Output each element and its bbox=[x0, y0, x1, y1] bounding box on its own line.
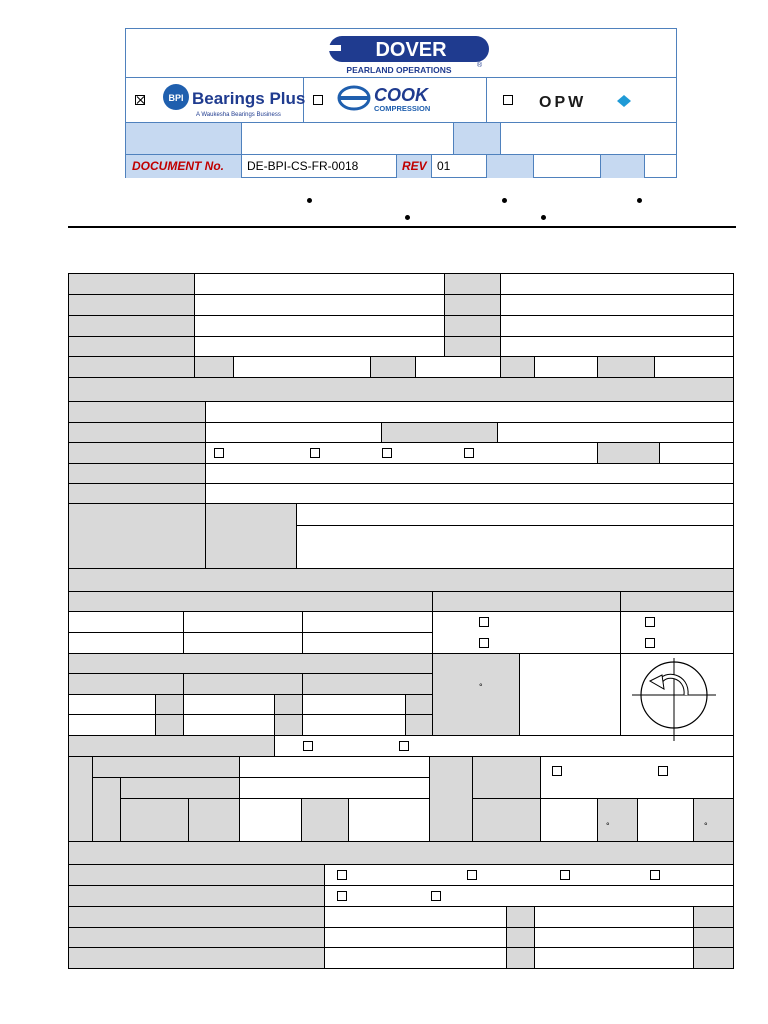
section-divider bbox=[68, 226, 736, 228]
field-label bbox=[444, 294, 501, 316]
rotation-diagram-cell bbox=[620, 653, 734, 736]
header-blank-cell-b bbox=[645, 155, 677, 178]
checkbox-option-group bbox=[324, 864, 734, 886]
cook-name: COOK bbox=[374, 85, 428, 105]
opw-checkbox[interactable] bbox=[503, 95, 513, 105]
option-checkbox[interactable] bbox=[214, 448, 224, 458]
option-checkbox[interactable] bbox=[658, 766, 668, 776]
field-input[interactable] bbox=[324, 927, 507, 948]
field-input[interactable] bbox=[183, 694, 275, 715]
header-blank-label-1 bbox=[126, 123, 242, 155]
field-label bbox=[120, 777, 240, 799]
field-label bbox=[68, 442, 206, 464]
field-unit bbox=[274, 714, 303, 736]
field-unit bbox=[506, 927, 535, 948]
field-label bbox=[444, 336, 501, 357]
field-input[interactable] bbox=[233, 356, 371, 378]
section-header bbox=[68, 841, 734, 865]
degree-mark: ° bbox=[606, 821, 610, 831]
bearings-plus-tagline: A Waukesha Bearings Business bbox=[196, 112, 281, 118]
field-input[interactable] bbox=[68, 611, 184, 633]
option-checkbox[interactable] bbox=[337, 891, 347, 901]
field-input[interactable] bbox=[68, 714, 156, 736]
option-checkbox[interactable] bbox=[552, 766, 562, 776]
checkbox-option-group bbox=[620, 611, 734, 654]
logo-cell-bearings-plus bbox=[126, 78, 304, 123]
bullet-dot bbox=[405, 215, 410, 220]
field-input[interactable] bbox=[324, 906, 507, 928]
field-input[interactable] bbox=[415, 356, 501, 378]
sub-header bbox=[620, 591, 734, 612]
field-unit bbox=[693, 906, 734, 928]
bearings-plus-logo bbox=[156, 80, 306, 120]
rev-value-cell bbox=[432, 155, 487, 178]
field-input[interactable] bbox=[183, 611, 303, 633]
field-label bbox=[597, 356, 655, 378]
option-checkbox[interactable] bbox=[303, 741, 313, 751]
field-label bbox=[92, 777, 121, 842]
field-label bbox=[68, 422, 206, 443]
field-label bbox=[120, 798, 189, 842]
field-label bbox=[68, 463, 206, 484]
doc-number-label-cell bbox=[126, 155, 242, 178]
bullet-dot bbox=[637, 198, 642, 203]
field-input[interactable] bbox=[500, 315, 734, 337]
field-label bbox=[444, 315, 501, 337]
field-input[interactable] bbox=[194, 294, 445, 316]
field-label bbox=[68, 885, 325, 907]
rev-value: 01 bbox=[437, 159, 451, 173]
field-unit bbox=[274, 694, 303, 715]
option-checkbox[interactable] bbox=[560, 870, 570, 880]
field-label bbox=[68, 294, 195, 316]
header-blank-label-2 bbox=[454, 123, 501, 155]
field-label bbox=[68, 315, 195, 337]
field-label bbox=[92, 756, 240, 778]
field-label bbox=[68, 947, 325, 969]
field-input[interactable] bbox=[302, 632, 433, 654]
option-checkbox[interactable] bbox=[645, 638, 655, 648]
field-label bbox=[68, 483, 206, 504]
field-input[interactable] bbox=[497, 422, 734, 443]
cook-compression-logo bbox=[336, 80, 456, 120]
field-input[interactable] bbox=[500, 294, 734, 316]
field-input[interactable] bbox=[534, 906, 694, 928]
bpi-badge-text: BPI bbox=[168, 93, 184, 103]
field-input[interactable] bbox=[194, 336, 445, 357]
field-unit bbox=[506, 947, 535, 969]
field-input[interactable] bbox=[302, 714, 406, 736]
sub-header bbox=[68, 591, 433, 612]
doc-number-label: DOCUMENT No. bbox=[132, 159, 224, 173]
field-input[interactable] bbox=[500, 273, 734, 295]
field-label bbox=[444, 273, 501, 295]
field-unit bbox=[155, 714, 184, 736]
header-blue-cell-a bbox=[487, 155, 534, 178]
field-label bbox=[68, 503, 206, 569]
field-input[interactable] bbox=[296, 525, 734, 569]
logo-cell-cook bbox=[304, 78, 487, 123]
bullet-dot bbox=[502, 198, 507, 203]
field-unit bbox=[155, 694, 184, 715]
dover-logo bbox=[321, 31, 501, 75]
field-label bbox=[68, 864, 325, 886]
field-input[interactable] bbox=[519, 653, 621, 736]
field-input[interactable] bbox=[296, 503, 734, 526]
field-input[interactable] bbox=[194, 315, 445, 337]
checkbox-option-group bbox=[274, 735, 734, 757]
field-label bbox=[68, 356, 195, 378]
rev-label-cell bbox=[397, 155, 432, 178]
doc-number-value-cell bbox=[242, 155, 397, 178]
field-label bbox=[194, 356, 234, 378]
field-input[interactable] bbox=[239, 777, 430, 799]
field-label bbox=[472, 798, 541, 842]
option-checkbox[interactable] bbox=[431, 891, 441, 901]
section-header bbox=[68, 568, 734, 592]
field-input[interactable] bbox=[205, 401, 734, 423]
field-label bbox=[68, 273, 195, 295]
field-label bbox=[68, 673, 184, 695]
field-input[interactable] bbox=[183, 632, 303, 654]
document-header bbox=[125, 28, 677, 178]
field-input[interactable] bbox=[68, 632, 184, 654]
option-checkbox[interactable] bbox=[399, 741, 409, 751]
section-header bbox=[68, 377, 734, 402]
field-label bbox=[302, 673, 433, 695]
field-input[interactable] bbox=[68, 694, 156, 715]
field-label bbox=[183, 673, 303, 695]
option-checkbox[interactable] bbox=[479, 638, 489, 648]
field-label bbox=[301, 798, 349, 842]
field-input[interactable] bbox=[302, 611, 433, 633]
dover-brand-reg: ® bbox=[477, 62, 483, 69]
field-label bbox=[432, 653, 520, 736]
bullet-dot bbox=[541, 215, 546, 220]
field-input[interactable] bbox=[205, 483, 734, 504]
field-input[interactable] bbox=[348, 798, 430, 842]
field-input[interactable] bbox=[540, 798, 598, 842]
field-input[interactable] bbox=[302, 694, 406, 715]
field-input[interactable] bbox=[239, 756, 430, 778]
field-input[interactable] bbox=[659, 442, 734, 464]
field-label bbox=[68, 756, 93, 842]
option-checkbox[interactable] bbox=[382, 448, 392, 458]
cook-checkbox[interactable] bbox=[313, 95, 323, 105]
field-label bbox=[429, 756, 473, 842]
bearings-plus-checkbox[interactable] bbox=[135, 95, 145, 105]
field-unit bbox=[405, 694, 433, 715]
field-input[interactable] bbox=[500, 336, 734, 357]
field-input[interactable] bbox=[205, 422, 382, 443]
field-input[interactable] bbox=[534, 356, 598, 378]
logo-cell-opw bbox=[487, 78, 677, 123]
bearings-plus-name: Bearings Plus bbox=[192, 89, 306, 108]
field-input[interactable] bbox=[239, 798, 302, 842]
field-unit bbox=[693, 798, 734, 842]
field-label bbox=[68, 336, 195, 357]
field-unit bbox=[693, 947, 734, 969]
field-input[interactable] bbox=[183, 714, 275, 736]
option-checkbox[interactable] bbox=[479, 617, 489, 627]
option-checkbox[interactable] bbox=[310, 448, 320, 458]
header-blue-cell-b bbox=[601, 155, 645, 178]
dover-brand-sub: PEARLAND OPERATIONS bbox=[346, 65, 452, 75]
field-label bbox=[68, 735, 275, 757]
field-input[interactable] bbox=[194, 273, 445, 295]
field-label bbox=[500, 356, 535, 378]
header-blank-value-2 bbox=[501, 123, 677, 155]
header-blank-value-1 bbox=[242, 123, 454, 155]
field-label bbox=[68, 401, 206, 423]
checkbox-option-group bbox=[324, 885, 734, 907]
cook-sub: COMPRESSION bbox=[374, 104, 431, 113]
sub-header bbox=[68, 653, 433, 674]
field-input[interactable] bbox=[654, 356, 734, 378]
opw-logo bbox=[537, 86, 637, 116]
option-checkbox[interactable] bbox=[645, 617, 655, 627]
opw-name: OPW bbox=[539, 94, 587, 111]
field-label bbox=[370, 356, 416, 378]
field-unit bbox=[597, 798, 638, 842]
field-label bbox=[68, 906, 325, 928]
field-label bbox=[205, 503, 297, 569]
field-unit bbox=[693, 927, 734, 948]
degree-mark: ° bbox=[704, 821, 708, 831]
option-checkbox[interactable] bbox=[650, 870, 660, 880]
checkbox-option-group bbox=[205, 442, 598, 464]
field-unit bbox=[405, 714, 433, 736]
field-label bbox=[68, 927, 325, 948]
option-checkbox[interactable] bbox=[464, 448, 474, 458]
checkbox-option-group bbox=[432, 611, 621, 654]
bullet-dot bbox=[307, 198, 312, 203]
field-unit bbox=[506, 906, 535, 928]
rotation-diagram bbox=[620, 653, 734, 743]
dover-logo-cell bbox=[126, 29, 677, 78]
field-input[interactable] bbox=[534, 947, 694, 969]
rev-label: REV bbox=[402, 159, 427, 173]
field-label bbox=[381, 422, 498, 443]
dover-brand-text: DOVER bbox=[375, 39, 447, 61]
field-label bbox=[188, 798, 240, 842]
header-blank-cell-a bbox=[534, 155, 601, 178]
sub-header bbox=[432, 591, 621, 612]
doc-number-value: DE-BPI-CS-FR-0018 bbox=[247, 159, 359, 173]
field-input[interactable] bbox=[637, 798, 694, 842]
option-checkbox[interactable] bbox=[467, 870, 477, 880]
checkbox-option-group bbox=[540, 756, 734, 799]
field-input[interactable] bbox=[324, 947, 507, 969]
circle-mark: ° bbox=[479, 682, 483, 692]
field-input[interactable] bbox=[534, 927, 694, 948]
field-label bbox=[597, 442, 660, 464]
field-input[interactable] bbox=[205, 463, 734, 484]
field-label bbox=[472, 756, 541, 799]
option-checkbox[interactable] bbox=[337, 870, 347, 880]
